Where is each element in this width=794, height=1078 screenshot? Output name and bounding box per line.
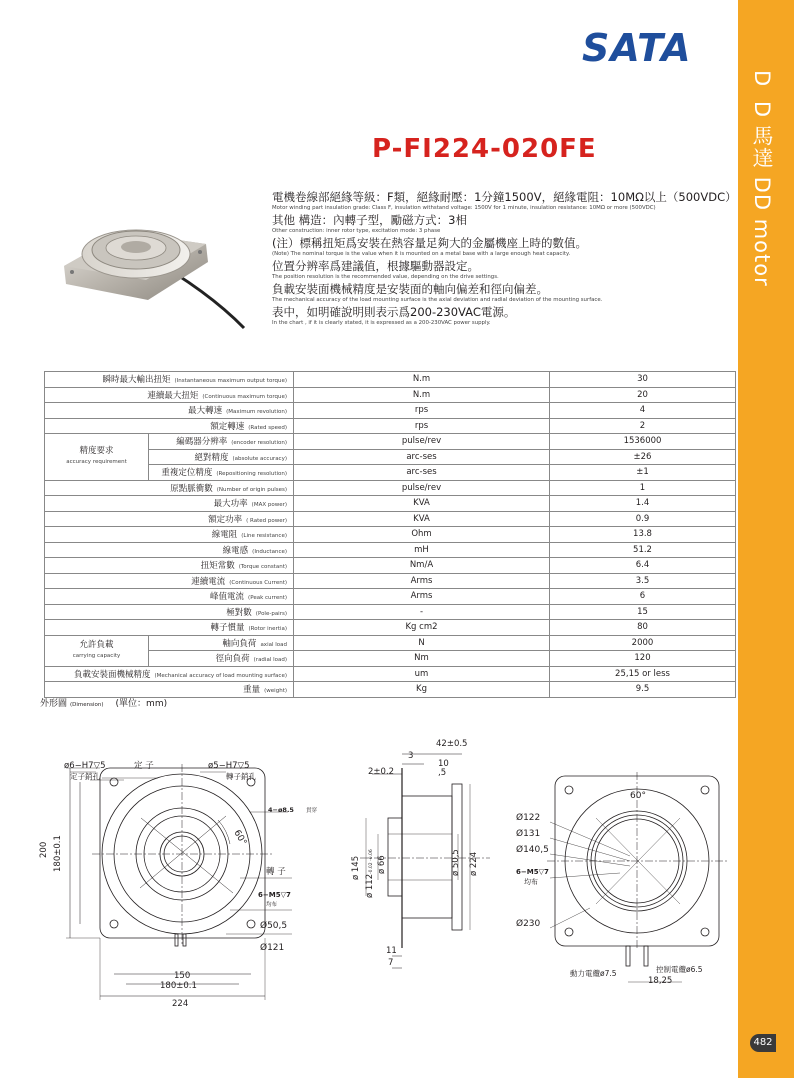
table-row	[45, 418, 736, 434]
cable-stub	[183, 934, 186, 946]
table-row	[45, 434, 736, 450]
table-row	[45, 511, 736, 527]
label-d122: Ø122	[516, 813, 541, 823]
mount-hole	[701, 786, 709, 794]
table-row	[45, 558, 736, 574]
label-d140: Ø140,5	[516, 845, 549, 855]
label-stator: 定 子	[134, 761, 154, 771]
label-through: 貫穿	[306, 808, 318, 814]
label-d121: Ø121	[260, 943, 285, 953]
param-unit: Kg	[294, 682, 550, 698]
dimension-drawing	[30, 728, 730, 1028]
note-en: The mechanical accuracy of the load mounting surface is the axial deviation and radial deviation of the mounting surface.	[272, 297, 603, 303]
param-unit: KVA	[294, 496, 550, 512]
mount-hole	[110, 778, 118, 786]
dimension-title: 外形圖	[40, 699, 68, 709]
table-row	[45, 480, 736, 496]
param-name-en: (Inductance)	[252, 548, 287, 555]
spec-notes	[272, 190, 742, 328]
label-evenly: 均布	[266, 902, 278, 908]
table-row	[45, 449, 736, 465]
param-unit: arc-ses	[294, 465, 550, 481]
param-name-en: (Instantaneous maximum output torque)	[174, 378, 287, 385]
label-mount-holes: 4−ø8.5	[268, 806, 294, 814]
table-row	[45, 682, 736, 698]
param-name-en: axial load	[260, 641, 287, 648]
table-row	[45, 651, 736, 667]
motor-body-side	[402, 796, 452, 918]
param-value: ±26	[550, 449, 736, 465]
param-name-en: (Rotor inertia)	[248, 626, 287, 633]
param-unit: -	[294, 604, 550, 620]
param-name-en: (radial load)	[253, 657, 287, 664]
label-d50-side: ø 50,5	[451, 849, 461, 876]
param-value: 6	[550, 589, 736, 605]
param-unit: N	[294, 635, 550, 651]
table-row	[45, 542, 736, 558]
param-name: 轉子慣量	[210, 623, 245, 634]
table-row	[45, 620, 736, 636]
control-cable	[644, 946, 648, 966]
label-stator-pin-hole: 定子銷孔	[70, 772, 100, 781]
param-unit: mH	[294, 542, 550, 558]
note-en: Motor winding part insulation grade: Class F, insulation withstand voltage: 1500V for 1 minute, insulation resistance: 10MΩ or more (500VDC)	[272, 205, 656, 211]
param-unit: Ohm	[294, 527, 550, 543]
param-value: 1	[550, 480, 736, 496]
group-name: 允許負載	[79, 639, 114, 650]
label-5: ,5	[438, 768, 447, 778]
page-number: 482	[750, 1034, 776, 1052]
label-d230: Ø230	[516, 919, 541, 929]
param-name-en: (Torque constant)	[238, 564, 287, 571]
note-zh: 電機卷線部絕緣等級：F類，絕緣耐壓：1分鐘1500V，絕緣電阻：10MΩ以上（500VDC）	[272, 190, 737, 204]
note-zh: (注）標稱扭矩爲安裝在熱容量足夠大的金屬機座上時的數值。	[272, 236, 587, 250]
label-d112: ø 112	[365, 873, 375, 898]
group-name-en: carrying capacity	[72, 652, 121, 659]
param-unit: arc-ses	[294, 449, 550, 465]
label-d145: ø 145	[351, 855, 361, 880]
group-load	[45, 635, 149, 666]
param-name: 重量	[243, 685, 261, 696]
brand-logo	[582, 26, 700, 70]
param-value: 25,15 or less	[550, 666, 736, 682]
table-row	[45, 387, 736, 403]
label-length-42: 42±0.5	[436, 739, 468, 749]
param-name: 絕對精度	[194, 452, 229, 463]
param-name: 線電阻	[211, 530, 238, 541]
param-name-en: (Pole-pairs)	[255, 610, 287, 617]
table-row	[45, 666, 736, 682]
label-width-150: 150	[174, 971, 191, 981]
param-name: 瞬時最大輸出扭矩	[102, 375, 171, 386]
table-row	[45, 496, 736, 512]
label-rear-thread-holes: 6−M5▽7	[516, 868, 549, 876]
dimension-title-en: (Dimension)	[70, 702, 104, 708]
param-name-en: (Continuous maximum torque)	[202, 393, 287, 400]
label-d224: ø 224	[469, 851, 479, 876]
note-en: The position resolution is the recommended value, depending on the drive settings.	[272, 274, 499, 280]
param-unit: KVA	[294, 511, 550, 527]
param-name: 軸向負荷	[222, 638, 257, 649]
param-value: 13.8	[550, 527, 736, 543]
dimension-unit: (單位：mm)	[115, 699, 168, 709]
logo-text: SATA	[582, 26, 692, 70]
table-row	[45, 635, 736, 651]
param-name: 徑向負荷	[215, 654, 250, 665]
label-angle-left: 60°	[231, 828, 249, 848]
group-name: 精度要求	[79, 445, 114, 456]
table-row	[45, 465, 736, 481]
table-row	[45, 527, 736, 543]
table-row	[45, 372, 736, 388]
label-d50: Ø50,5	[260, 921, 288, 931]
label-3: 3	[408, 751, 414, 761]
param-name-en: (Number of origin pulses)	[216, 486, 287, 493]
param-name-en: (absolute accuracy)	[232, 455, 287, 462]
param-unit: Arms	[294, 573, 550, 589]
param-value: 2000	[550, 635, 736, 651]
label-10: 10	[438, 759, 449, 769]
param-name: 重複定位精度	[161, 468, 213, 479]
label-height-180: 180±0.1	[53, 835, 63, 872]
sidebar-title	[751, 70, 781, 287]
group-accuracy	[45, 434, 149, 481]
param-name: 最大功率	[213, 499, 248, 510]
label-7: 7	[388, 958, 394, 968]
param-unit: N.m	[294, 387, 550, 403]
note-zh: 負載安裝面機械精度是安裝面的軸向偏差和徑向偏差。	[272, 282, 548, 296]
label-angle-right: 60°	[630, 791, 646, 801]
param-unit: Nm	[294, 651, 550, 667]
param-name-en: (Repositioning resolution)	[216, 471, 287, 478]
param-name-en: (encoder resolution)	[231, 440, 287, 447]
label-width-180: 180±0.1	[160, 981, 197, 991]
product-photo	[58, 196, 254, 334]
param-value: 80	[550, 620, 736, 636]
param-value: 0.9	[550, 511, 736, 527]
param-name: 編碼器分辨率	[176, 437, 228, 448]
note-zh: 其他 構造：內轉子型，勵磁方式：3相	[272, 213, 467, 227]
sidebar-prefix: D D	[750, 70, 774, 122]
param-name-en: (Continuous Current)	[229, 579, 287, 586]
note-zh: 位置分辨率爲建議值，根據驅動器設定。	[272, 259, 479, 273]
base-plate-outline	[100, 768, 265, 938]
param-name: 最大轉速	[188, 406, 223, 417]
param-name: 峰值電流	[210, 592, 245, 603]
param-unit: rps	[294, 418, 550, 434]
label-2: 2±0.2	[368, 767, 395, 777]
label-power-cable: 動力電纜ø7.5	[570, 969, 617, 978]
param-unit: rps	[294, 403, 550, 419]
param-name: 連續電流	[191, 576, 226, 587]
param-name: 極對數	[226, 607, 252, 618]
note-en: Other construction: inner rotor type, excitation mode: 3 phase	[272, 228, 441, 234]
sidebar-category: 馬達 DD motor	[750, 125, 774, 287]
param-value: 120	[550, 651, 736, 667]
label-width-224: 224	[172, 999, 189, 1009]
label-11: 11	[386, 946, 397, 956]
mount-hole	[701, 928, 709, 936]
label-rotor-pin: ø5−H7▽5	[208, 761, 250, 771]
param-value: 4	[550, 403, 736, 419]
mount-hole	[565, 928, 573, 936]
product-title: P-FI224-020FE	[372, 134, 597, 164]
param-value: 1536000	[550, 434, 736, 450]
table-row	[45, 403, 736, 419]
param-value: 51.2	[550, 542, 736, 558]
label-rotor-pin-hole: 轉子銷孔	[226, 772, 256, 781]
param-value: 2	[550, 418, 736, 434]
label-d131: Ø131	[516, 829, 541, 839]
param-name-en: (Rated speed)	[248, 424, 287, 431]
param-unit: N.m	[294, 372, 550, 388]
param-value: 3.5	[550, 573, 736, 589]
param-name: 扭矩常數	[200, 561, 235, 572]
param-value: 1.4	[550, 496, 736, 512]
table-row	[45, 604, 736, 620]
param-name-en: (Maximum revolution)	[226, 409, 287, 416]
dimension-heading	[40, 696, 167, 709]
spec-table	[44, 371, 736, 698]
param-unit: um	[294, 666, 550, 682]
table-row	[45, 573, 736, 589]
param-name-en: (Line resistance)	[241, 533, 287, 540]
param-unit: pulse/rev	[294, 480, 550, 496]
param-name: 額定功率	[208, 514, 243, 525]
label-d66: ø 66	[377, 855, 387, 874]
note-en: (Note) The nominal torque is the value when it is mounted on a metal base with a large enough heat capacity.	[272, 251, 571, 257]
label-height-200: 200	[39, 841, 49, 858]
param-name: 負載安裝面機械精度	[73, 669, 151, 680]
power-cable	[626, 946, 630, 966]
label-thread-holes: 6−M5▽7	[258, 891, 291, 899]
label-rear-evenly: 均布	[524, 878, 538, 886]
param-name-en: (weight)	[264, 688, 287, 695]
param-unit: Nm/A	[294, 558, 550, 574]
note-en: In the chart , if it is clearly stated, it is expressed as a 200-230VAC power supply.	[272, 320, 491, 326]
param-unit: pulse/rev	[294, 434, 550, 450]
param-value: 30	[550, 372, 736, 388]
param-value: 15	[550, 604, 736, 620]
table-row	[45, 589, 736, 605]
param-name-en: ( Rated power)	[246, 517, 287, 524]
param-value: ±1	[550, 465, 736, 481]
mount-hole	[110, 920, 118, 928]
label-tolerance: -0.02 -0.06	[369, 849, 374, 874]
param-unit: Arms	[294, 589, 550, 605]
param-name-en: (MAX power)	[251, 502, 287, 509]
group-name-en: accuracy requirement	[66, 458, 127, 465]
param-name-en: (Mechanical accuracy of load mounting surface)	[154, 672, 287, 679]
label-control-cable: 控制電纜ø6.5	[656, 965, 703, 974]
mount-hole	[565, 786, 573, 794]
label-18-25: 18,25	[648, 976, 673, 986]
param-value: 9.5	[550, 682, 736, 698]
param-value: 20	[550, 387, 736, 403]
param-name: 額定轉速	[210, 421, 245, 432]
param-name: 原點脈衝數	[170, 483, 213, 494]
param-name: 線電感	[222, 545, 249, 556]
label-rotor: 轉 子	[266, 867, 286, 877]
param-name-en: (Peak current)	[248, 595, 287, 602]
param-value: 6.4	[550, 558, 736, 574]
rotor-boss-side	[388, 818, 402, 896]
note-zh: 表中，如明確說明則表示爲200-230VAC電源。	[272, 305, 516, 319]
cable-stub	[175, 934, 178, 946]
param-unit: Kg cm2	[294, 620, 550, 636]
mount-hole	[247, 920, 255, 928]
param-name: 連續最大扭矩	[147, 390, 199, 401]
label-stator-pin: ø6−H7▽5	[64, 761, 106, 771]
